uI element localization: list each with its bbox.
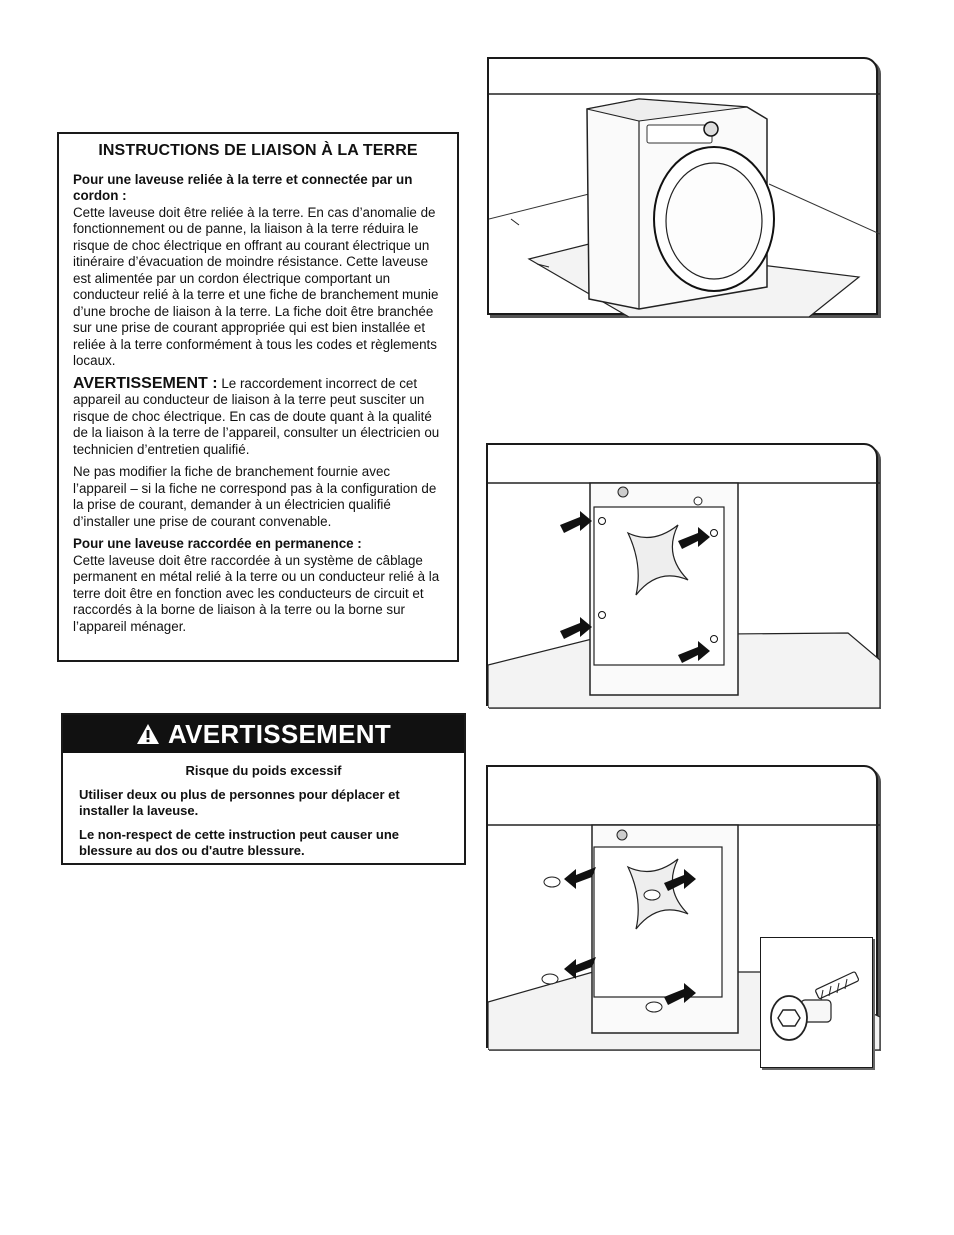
warning-line-1: Utiliser deux ou plus de personnes pour déplacer et installer la laveuse.: [79, 787, 400, 818]
illustration-rear-bolts: [486, 443, 878, 706]
warning-text: Le raccordement incorrect de cet appareil au conducteur de liaison à la terre peut susciter un risque de choc électrique. En cas de doute quant à la qualité de la liaison à la terre de l’appareil, consulter un électricien ou technicien d’entretien qualifié.: [73, 375, 440, 457]
warning-header-text: AVERTISSEMENT: [168, 718, 391, 749]
permanent-heading: Pour une laveuse raccordée en permanence :: [73, 536, 362, 551]
permanent-text: Cette laveuse doit être raccordée à un système de câblage permanent en métal relié à la terre ou un conducteur relié à la terre doit être en fonction avec les conducteurs de circuit et raccordés à la borne de liaison à la terre ou la borne sur l’appareil ménager.: [73, 552, 440, 634]
shipping-bolt-icon: [761, 938, 874, 1069]
washer-rear-drawing: [488, 445, 880, 708]
bolt-detail-inset: [760, 937, 873, 1068]
warning-line-2: Le non-respect de cette instruction peut causer une blessure au dos ou d'autre blessure.: [79, 827, 400, 858]
plug-text: Ne pas modifier la fiche de branchement fournie avec l’appareil – si la fiche ne correspond pas à la configuration de la prise de courant, demander à un électricien qualifié d’installer une prise de courant convenable.: [73, 464, 437, 529]
cord-heading: Pour une laveuse reliée à la terre et connectée par un cordon :: [73, 171, 413, 203]
grounding-instructions-box: [57, 132, 459, 662]
grounding-title: INSTRUCTIONS DE LIAISON À LA TERRE: [98, 142, 418, 159]
warning-label: AVERTISSEMENT :: [73, 374, 218, 392]
warning-subtitle: Risque du poids excessif: [185, 763, 342, 778]
warning-triangle-icon: [136, 723, 160, 745]
cord-text: Cette laveuse doit être reliée à la terre. En cas d’anomalie de fonctionnement ou de panne, la liaison à la terre réduira le risque de choc électrique en offrant au courant électrique un itinéraire d’évacuation de moindre résistance. Cette laveuse est alimentée par un cordon électrique comportant un conducteur relié à la terre et une fiche de branchement munie d’une broche de liaison à la terre. La fiche doit être branchée sur une prise de courant appropriée qui est bien installée et reliée à la terre conformément à tous les codes et règlements locaux.: [73, 204, 439, 368]
warning-header: [63, 715, 464, 753]
weight-warning-box: [61, 713, 466, 865]
illustration-washer-on-cardboard: [487, 57, 878, 315]
warning-section: [73, 376, 443, 459]
washer-front-drawing: [489, 59, 880, 317]
warning-body: [63, 753, 464, 859]
permanent-section: [73, 536, 443, 635]
cord-section: [73, 172, 443, 370]
